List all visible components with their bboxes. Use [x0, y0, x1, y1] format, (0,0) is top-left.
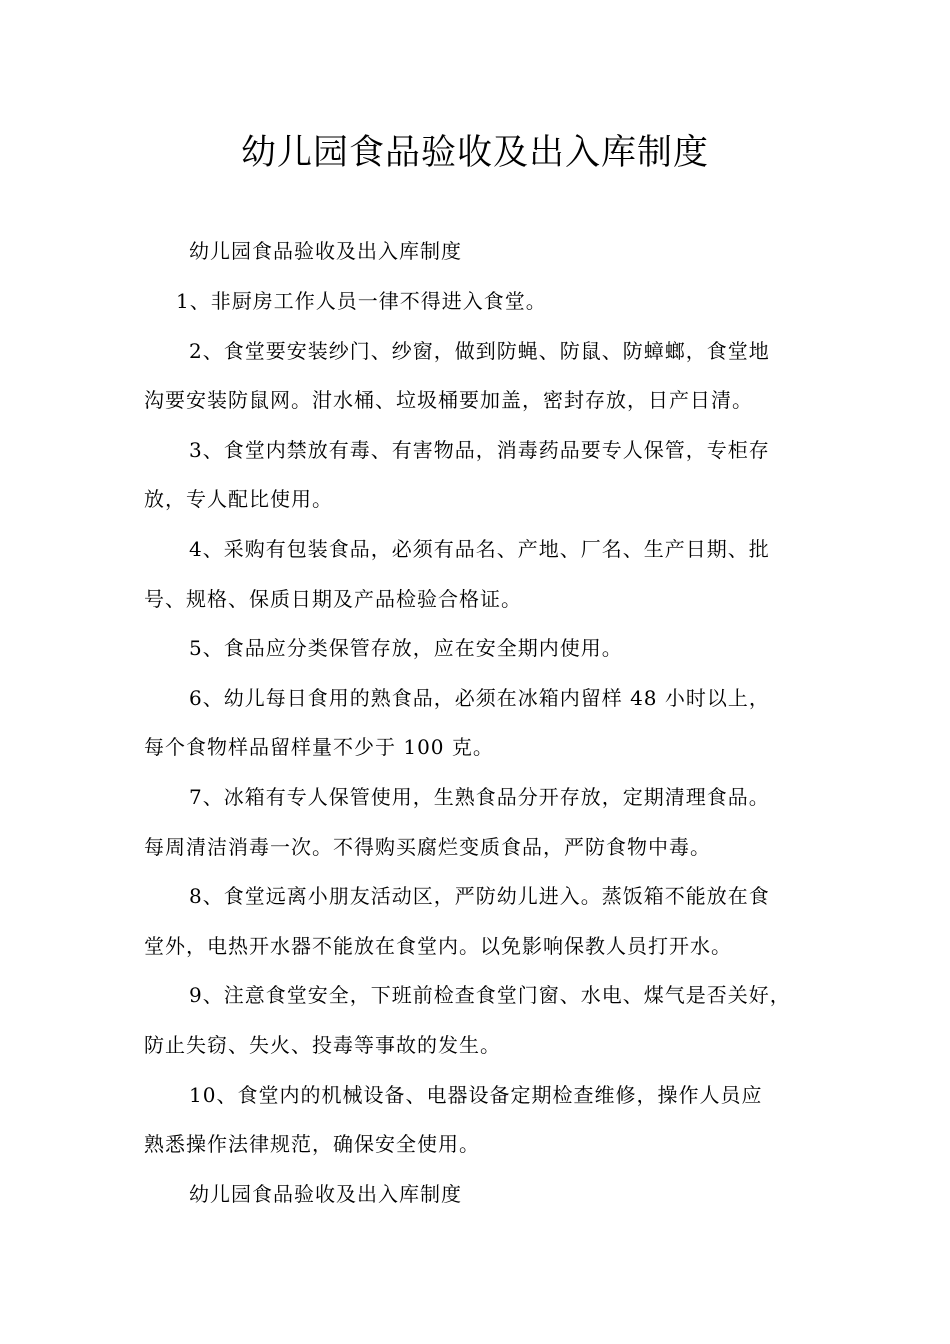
rule-5-line-1: 5、食品应分类保管存放，应在安全期内使用。: [189, 636, 623, 660]
rule-4-line-2: 号、规格、保质日期及产品检验合格证。: [144, 587, 522, 611]
rule-9-line-2: 防止失窃、失火、投毒等事故的发生。: [144, 1033, 501, 1057]
rule-7-line-1: 7、冰箱有专人保管使用，生熟食品分开存放，定期清理食品。: [189, 785, 770, 809]
rule-1-line-1: 1、非厨房工作人员一律不得进入食堂。: [176, 289, 547, 313]
rule-8-line-2: 堂外，电热开水器不能放在食堂内。以免影响保教人员打开水。: [144, 934, 732, 958]
document-title: 幼儿园食品验收及出入库制度: [240, 133, 709, 173]
rule-10-line-1: 10、食堂内的机械设备、电器设备定期检查维修，操作人员应: [189, 1083, 763, 1107]
rule-10-line-2: 熟悉操作法律规范，确保安全使用。: [144, 1132, 480, 1156]
rule-2-line-2: 沟要安装防鼠网。泔水桶、垃圾桶要加盖，密封存放，日产日清。: [144, 388, 753, 412]
rule-7-line-2: 每周清洁消毒一次。不得购买腐烂变质食品，严防食物中毒。: [144, 835, 711, 859]
rule-3-line-2: 放，专人配比使用。: [144, 487, 333, 511]
rule-4-line-1: 4、采购有包装食品，必须有品名、产地、厂名、生产日期、批: [189, 537, 770, 561]
section-subtitle: 幼儿园食品验收及出入库制度: [189, 239, 462, 263]
rule-6-line-1: 6、幼儿每日食用的熟食品，必须在冰箱内留样 48 小时以上，: [189, 686, 770, 710]
rule-2-line-1: 2、食堂要安装纱门、纱窗，做到防蝇、防鼠、防蟑螂，食堂地: [189, 339, 770, 363]
section-subtitle-repeat: 幼儿园食品验收及出入库制度: [189, 1182, 462, 1206]
rule-8-line-1: 8、食堂远离小朋友活动区，严防幼儿进入。蒸饭箱不能放在食: [189, 884, 770, 908]
rule-9-line-1: 9、注意食堂安全，下班前检查食堂门窗、水电、煤气是否关好，: [189, 983, 791, 1007]
rule-3-line-1: 3、食堂内禁放有毒、有害物品，消毒药品要专人保管，专柜存: [189, 438, 770, 462]
rule-6-line-2: 每个食物样品留样量不少于 100 克。: [144, 735, 494, 759]
